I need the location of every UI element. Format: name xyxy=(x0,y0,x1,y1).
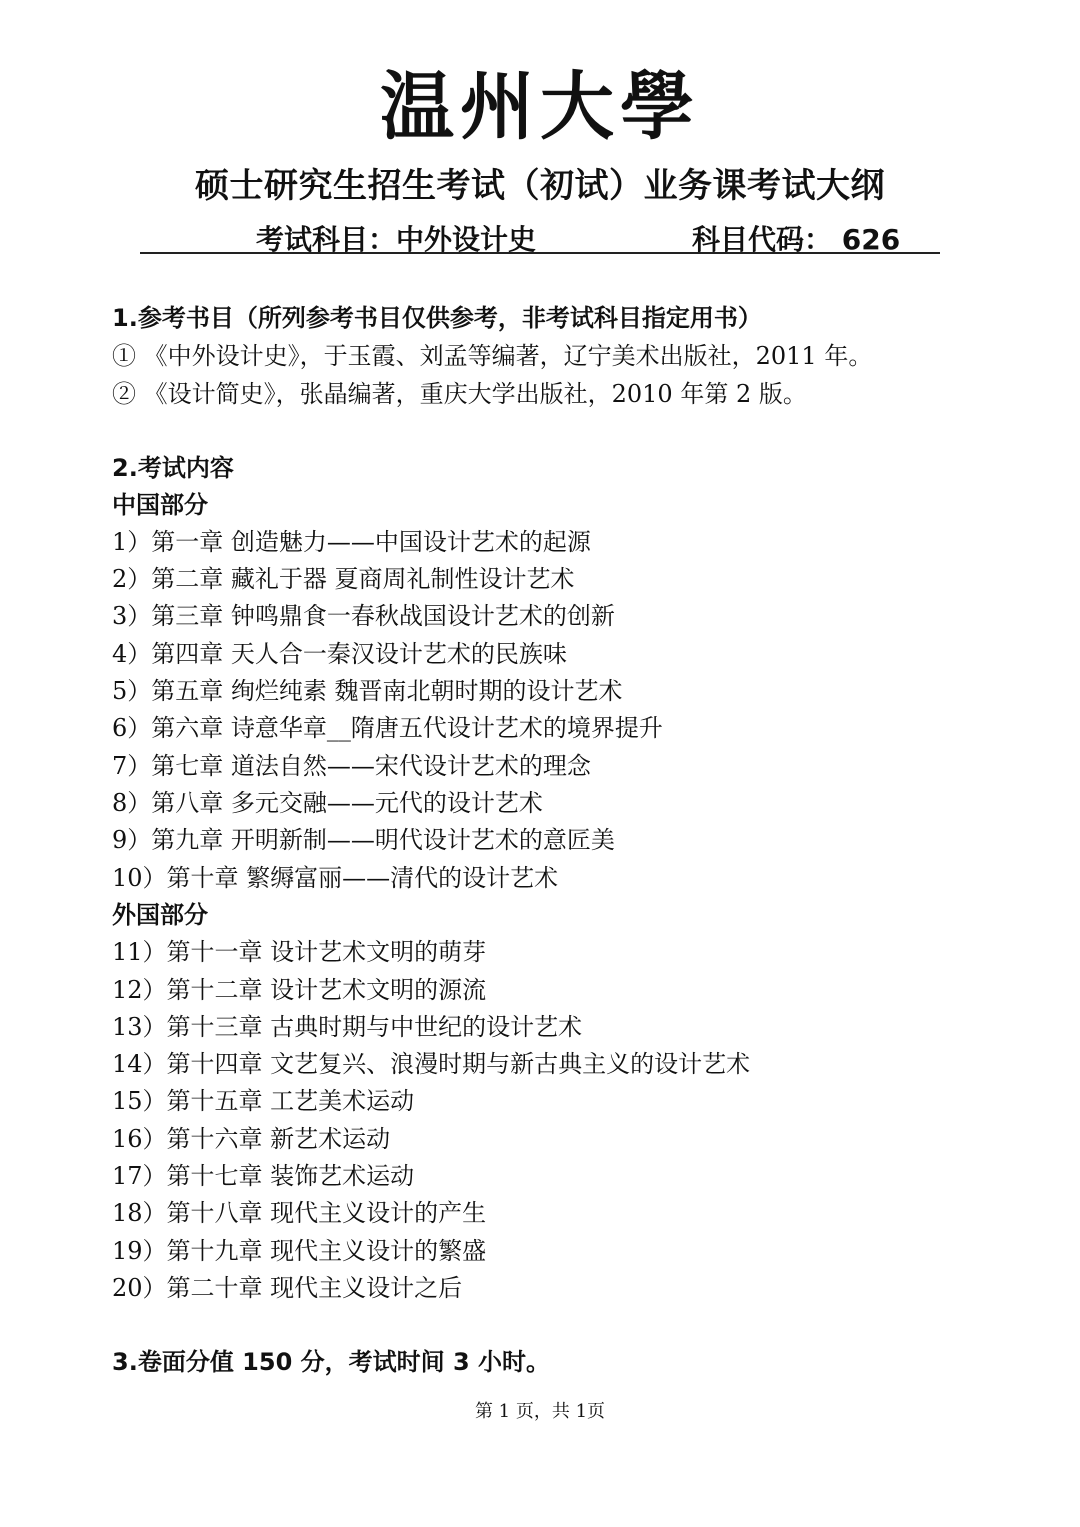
foreign-section-label: 外国部分 xyxy=(112,901,208,929)
header-rule xyxy=(140,252,940,254)
chapter-item: 17）第十七章 装饰艺术运动 xyxy=(112,1162,415,1190)
chapter-item: 12）第十二章 设计艺术文明的源流 xyxy=(112,976,487,1004)
chapter-item: 14）第十四章 文艺复兴、浪漫时期与新古典主义的设计艺术 xyxy=(112,1050,751,1078)
page-number: 第 1 页，共 1页 xyxy=(474,1401,606,1422)
references-heading: 1.参考书目（所列参考书目仅供参考，非考试科目指定用书） xyxy=(112,304,762,332)
chapter-item: 1）第一章 创造魅力——中国设计艺术的起源 xyxy=(112,528,591,556)
chapter-item: 10）第十章 繁缛富丽——清代的设计艺术 xyxy=(112,864,559,892)
chapter-item: 5）第五章 绚烂纯素 魏晋南北朝时期的设计艺术 xyxy=(112,677,623,705)
exam-subject: 考试科目：中外设计史 xyxy=(256,223,537,256)
reference-item: ② 《设计简史》，张晶编著，重庆大学出版社，2010 年第 2 版。 xyxy=(112,380,807,408)
exam-info-heading: 3.卷面分值 150 分，考试时间 3 小时。 xyxy=(112,1348,551,1376)
chapter-item: 13）第十三章 古典时期与中世纪的设计艺术 xyxy=(112,1013,583,1041)
chapter-item: 7）第七章 道法自然——宋代设计艺术的理念 xyxy=(112,752,591,780)
chapter-item: 16）第十六章 新艺术运动 xyxy=(112,1125,391,1153)
reference-item: ① 《中外设计史》，于玉霞、刘孟等编著，辽宁美术出版社，2011 年。 xyxy=(112,342,873,370)
chapter-item: 6）第六章 诗意华章__隋唐五代设计艺术的境界提升 xyxy=(112,714,663,742)
chapter-item: 20）第二十章 现代主义设计之后 xyxy=(112,1274,463,1302)
chapter-item: 4）第四章 天人合一秦汉设计艺术的民族味 xyxy=(112,640,567,668)
subject-code: 科目代码： 626 xyxy=(692,223,901,256)
chapter-item: 18）第十八章 现代主义设计的产生 xyxy=(112,1199,487,1227)
university-logo-text: 温州大學 xyxy=(380,64,700,150)
chapter-item: 9）第九章 开明新制——明代设计艺术的意匠美 xyxy=(112,826,615,854)
chapter-item: 2）第二章 藏礼于器 夏商周礼制性设计艺术 xyxy=(112,565,575,593)
chapter-item: 8）第八章 多元交融——元代的设计艺术 xyxy=(112,789,543,817)
chapter-item: 11）第十一章 设计艺术文明的萌芽 xyxy=(112,938,487,966)
content-heading: 2.考试内容 xyxy=(112,454,234,482)
document-title: 硕士研究生招生考试（初试）业务课考试大纲 xyxy=(195,166,885,206)
china-section-label: 中国部分 xyxy=(112,491,208,519)
chapter-item: 19）第十九章 现代主义设计的繁盛 xyxy=(112,1237,487,1265)
chapter-item: 15）第十五章 工艺美术运动 xyxy=(112,1087,415,1115)
chapter-item: 3）第三章 钟鸣鼎食一春秋战国设计艺术的创新 xyxy=(112,602,615,630)
